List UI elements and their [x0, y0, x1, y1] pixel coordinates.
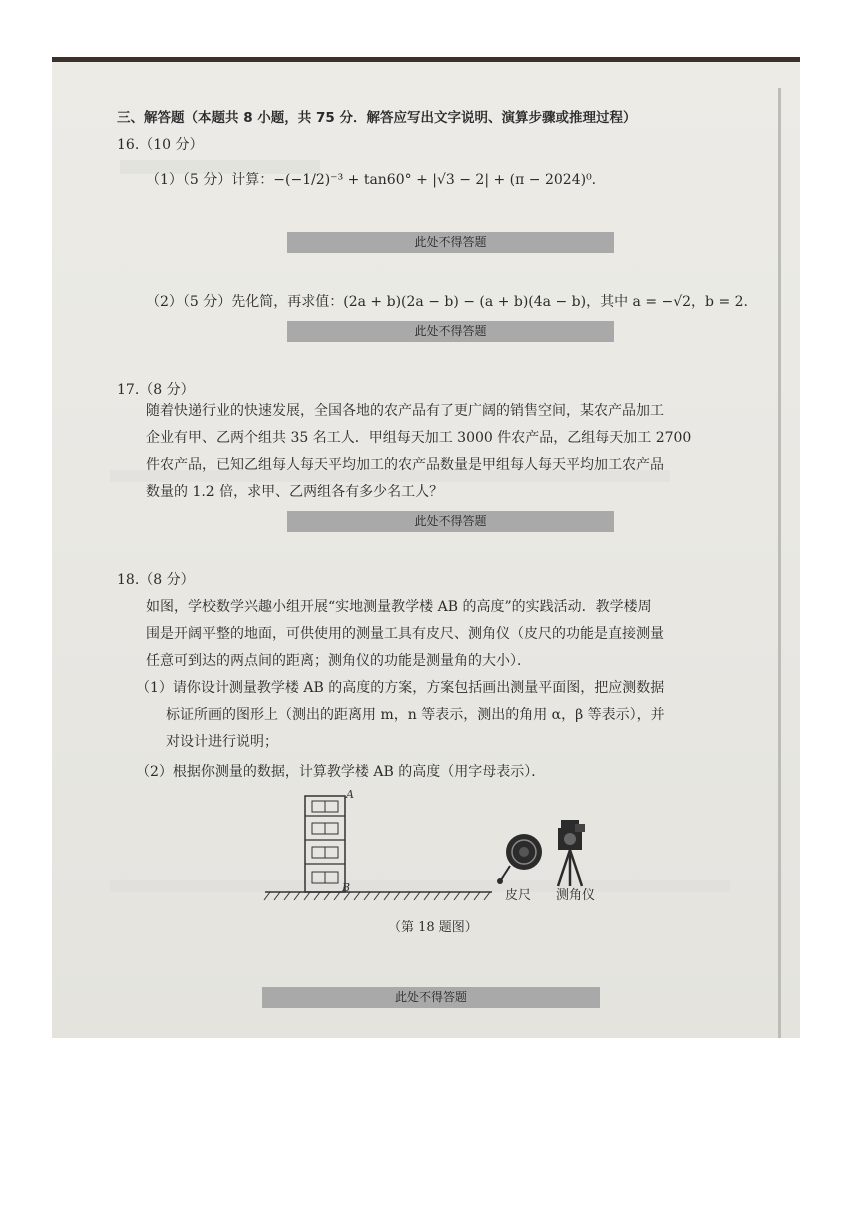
theodolite-icon	[558, 820, 585, 886]
no-answer-zone: 此处不得答题	[287, 511, 614, 532]
q18-figure	[260, 788, 620, 928]
q17-body	[146, 398, 691, 506]
no-answer-zone: 此处不得答题	[262, 987, 600, 1008]
q17-line: 随着快递行业的快速发展，全国各地的农产品有了更广阔的销售空间，某农产品加工	[146, 403, 664, 419]
q17-line: 企业有甲、乙两个组共 35 名工人．甲组每天加工 3000 件农产品，乙组每天加工 2700	[146, 430, 692, 446]
ground-line	[264, 892, 492, 900]
q18-part1-line: （1）请你设计测量教学楼 AB 的高度的方案，方案包括画出测量平面图，把应测数据	[136, 680, 665, 696]
q18-part1-line: 对设计进行说明；	[166, 734, 278, 750]
q18-line: 如图，学校数学兴趣小组开展“实地测量教学楼 AB 的高度”的实践活动．教学楼周	[146, 599, 652, 615]
q18-part1-line: 标证所画的图形上（测出的距离用 m，n 等表示，测出的角用 α，β 等表示），并	[166, 707, 665, 723]
q18-part1	[136, 675, 665, 756]
q16-part1	[146, 170, 596, 190]
no-answer-zone: 此处不得答题	[287, 321, 614, 342]
q17-line: 件农产品，已知乙组每人每天平均加工的农产品数量是甲组每人每天平均加工农产品	[146, 457, 664, 473]
q17-line: 数量的 1.2 倍，求甲、乙两组各有多少名工人？	[146, 484, 444, 500]
q18-body	[146, 594, 664, 675]
tape-measure-label: 皮尺	[505, 888, 532, 903]
point-b-label: B	[342, 881, 351, 894]
building-diagram	[305, 796, 345, 892]
tape-measure-icon	[497, 834, 542, 884]
q16-part2: （2）（5 分）先化简，再求值：(2a + b)(2a − b) − (a + b)(4a − b)，其中 a = −√2，b = 2.	[146, 294, 749, 310]
theodolite-label: 测角仪	[556, 888, 596, 903]
q18-line: 围是开阔平整的地面，可供使用的测量工具有皮尺、测角仪（皮尺的功能是直接测量	[146, 626, 664, 642]
point-a-label: A	[346, 788, 354, 801]
figure-caption: （第 18 题图）	[388, 920, 478, 935]
q16-part1-expression: −(−1/2)⁻³ + tan60° + |√3 − 2| + (π − 2024)⁰.	[273, 172, 597, 188]
q18-number: 18.（8 分）	[117, 572, 195, 588]
section-header: 三、解答题（本题共 8 小题，共 75 分．解答应写出文字说明、演算步骤或推理过程）	[117, 110, 637, 126]
q18-line: 任意可到达的两点间的距离；测角仪的功能是测量角的大小）．	[146, 653, 531, 669]
q18-part2: （2）根据你测量的数据，计算教学楼 AB 的高度（用字母表示）．	[136, 764, 546, 780]
page-edge-line	[778, 88, 781, 1038]
q17-number: 17.（8 分）	[117, 382, 195, 398]
q16-part1-prefix: （1）（5 分）计算：	[146, 172, 274, 188]
q16-number: 16.（10 分）	[117, 137, 204, 153]
no-answer-zone: 此处不得答题	[287, 232, 614, 253]
